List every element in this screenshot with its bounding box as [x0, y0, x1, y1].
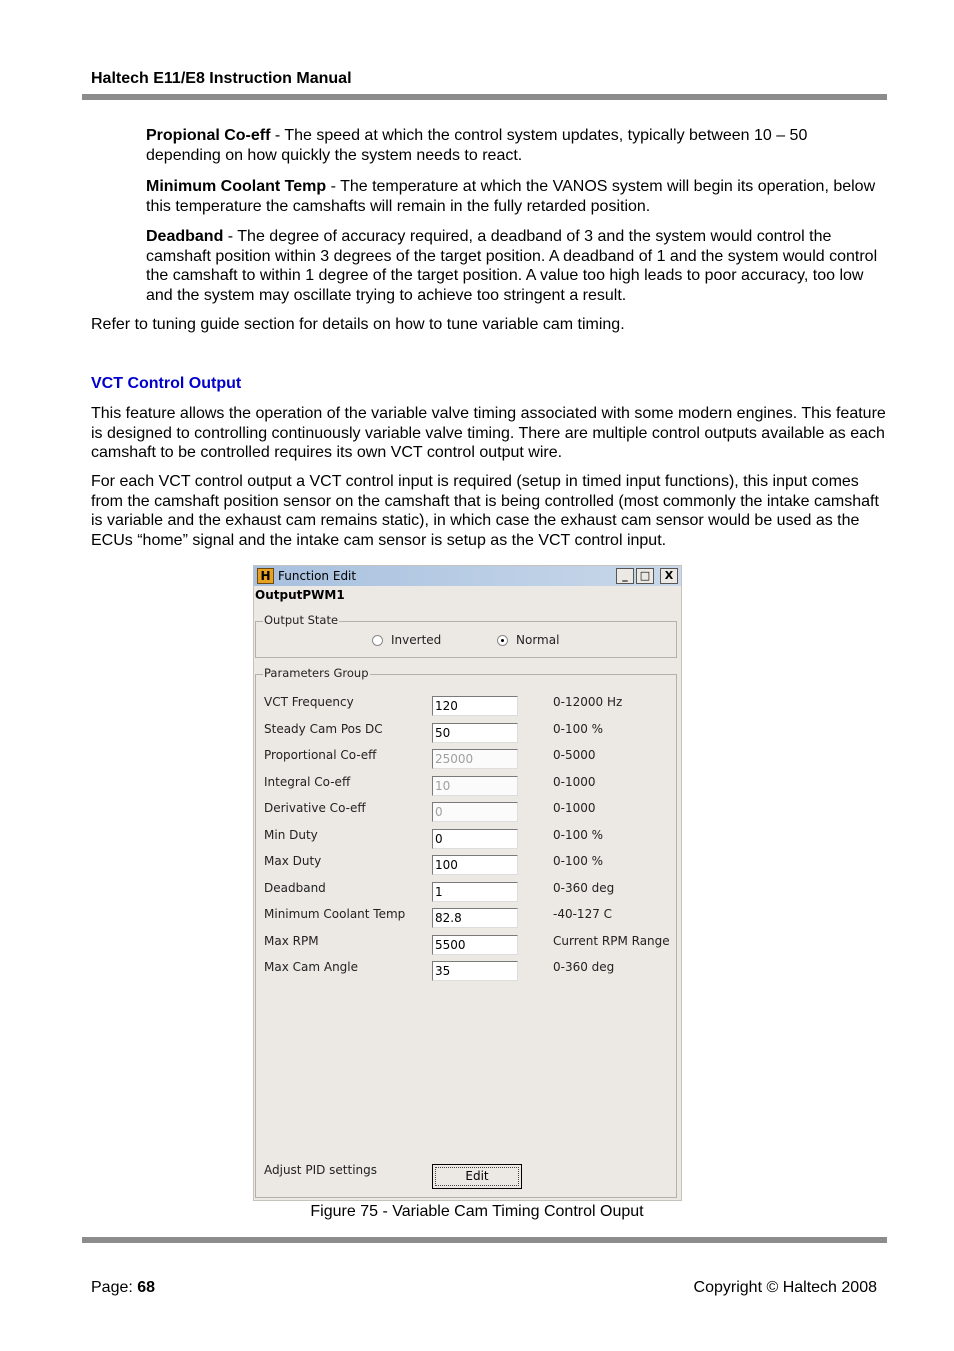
radio-normal-label[interactable]: Normal	[516, 633, 560, 647]
param-term: Deadband	[146, 228, 224, 245]
param-range: 0-12000 Hz	[553, 695, 623, 709]
min-coolant-temp-input[interactable]: 82.8	[432, 908, 518, 928]
edit-pid-button[interactable]	[432, 1164, 522, 1189]
deadband-input[interactable]: 1	[432, 882, 518, 902]
section-paragraph-1: This feature allows the operation of the variable valve timing associated with some modern engines. This feature is designed to controlling continuously variable valve timing. There are multiple control outputs available as each camshaft to be controlled requires its own VCT control output wire.	[91, 405, 886, 462]
dialog-titlebar[interactable]	[254, 566, 681, 586]
param-range: 0-1000	[553, 801, 596, 815]
page-label: Page:	[91, 1279, 138, 1296]
param-range: 0-360 deg	[553, 881, 615, 895]
param-label: Steady Cam Pos DC	[264, 722, 383, 736]
close-button[interactable]: X	[660, 568, 678, 584]
param-label: Max Duty	[264, 854, 322, 868]
param-desc-propional	[146, 126, 881, 165]
param-range: 0-5000	[553, 748, 596, 762]
parameters-group	[255, 666, 677, 1198]
max-rpm-input[interactable]: 5500	[432, 935, 518, 955]
radio-inverted-label[interactable]: Inverted	[391, 633, 442, 647]
param-desc-deadband	[146, 227, 881, 306]
page-number-value: 68	[137, 1279, 156, 1296]
refer-text: Refer to tuning guide section for details on how to tune variable cam timing.	[91, 316, 625, 333]
param-label: Minimum Coolant Temp	[264, 907, 406, 921]
param-range: Current RPM Range	[553, 934, 670, 948]
param-range: 0-360 deg	[553, 960, 615, 974]
section-heading: VCT Control Output	[91, 375, 242, 392]
figure-caption: Figure 75 - Variable Cam Timing Control Ouput	[310, 1203, 644, 1220]
param-label: Integral Co-eff	[264, 775, 351, 789]
section-paragraph-2: For each VCT control output a VCT control input is required (setup in timed input functions), this input comes from the camshaft position sensor on the camshaft that is being controlled (most commonly the intake camshaft is variable and the exhaust cam remains static), in which case the exhaust cam sensor would be used as the ECUs “home” signal and the intake cam sensor is setup as the VCT control input.	[91, 473, 879, 550]
output-state-label: Output State	[264, 613, 339, 627]
dialog-title: Function Edit	[278, 569, 357, 583]
radio-inverted[interactable]	[372, 635, 383, 646]
param-label: Derivative Co-eff	[264, 801, 366, 815]
param-desc: - The speed at which the control system updates, typically between 10 – 50 depending on how quickly the system needs to react.	[146, 127, 808, 164]
param-range: 0-100 %	[553, 828, 604, 842]
param-term: Propional Co-eff	[146, 127, 271, 144]
param-range: -40-127 C	[553, 907, 613, 921]
param-range: 0-100 %	[553, 722, 604, 736]
max-duty-input[interactable]: 100	[432, 855, 518, 875]
param-desc-min-coolant	[146, 177, 881, 216]
proportional-coeff-input: 25000	[432, 749, 518, 769]
footer-rule	[82, 1237, 887, 1243]
edit-button-label: Edit	[435, 1167, 519, 1186]
document-header-title: Haltech E11/E8 Instruction Manual	[91, 70, 352, 87]
minimize-button[interactable]: _	[616, 568, 634, 584]
param-desc: - The degree of accuracy required, a deadband of 3 and the system would control the camshaft position within 3 degrees of the target position. A deadband of 1 and the system would control the camshaft to within 1 degree of the target position. A value too high leads to poor accuracy, too low and the system may oscillate trying to achieve too stringent a result.	[146, 228, 878, 305]
output-state-group	[255, 613, 677, 658]
param-label: Deadband	[264, 881, 326, 895]
derivative-coeff-input: 0	[432, 802, 518, 822]
max-cam-angle-input[interactable]: 35	[432, 961, 518, 981]
header-rule	[82, 94, 887, 100]
page-number	[91, 1279, 155, 1297]
radio-normal[interactable]	[497, 635, 508, 646]
param-term: Minimum Coolant Temp	[146, 178, 327, 195]
param-label: Max Cam Angle	[264, 960, 359, 974]
param-label: Min Duty	[264, 828, 318, 842]
param-range: 0-100 %	[553, 854, 604, 868]
min-duty-input[interactable]: 0	[432, 829, 518, 849]
param-label: Max RPM	[264, 934, 319, 948]
haltech-app-icon: H	[257, 568, 274, 584]
maximize-button[interactable]: □	[636, 568, 654, 584]
function-name: OutputPWM1	[255, 588, 345, 602]
copyright: Copyright © Haltech 2008	[693, 1279, 877, 1296]
param-range: 0-1000	[553, 775, 596, 789]
adjust-pid-label: Adjust PID settings	[264, 1163, 378, 1177]
integral-coeff-input: 10	[432, 776, 518, 796]
steady-cam-pos-dc-input[interactable]: 50	[432, 723, 518, 743]
vct-frequency-input[interactable]: 120	[432, 696, 518, 716]
function-edit-dialog	[253, 565, 682, 1201]
parameters-group-label: Parameters Group	[264, 666, 369, 680]
param-label: VCT Frequency	[264, 695, 354, 709]
param-label: Proportional Co-eff	[264, 748, 377, 762]
param-desc: - The temperature at which the VANOS system will begin its operation, below this temperature the camshafts will remain in the fully retarded position.	[146, 178, 876, 215]
